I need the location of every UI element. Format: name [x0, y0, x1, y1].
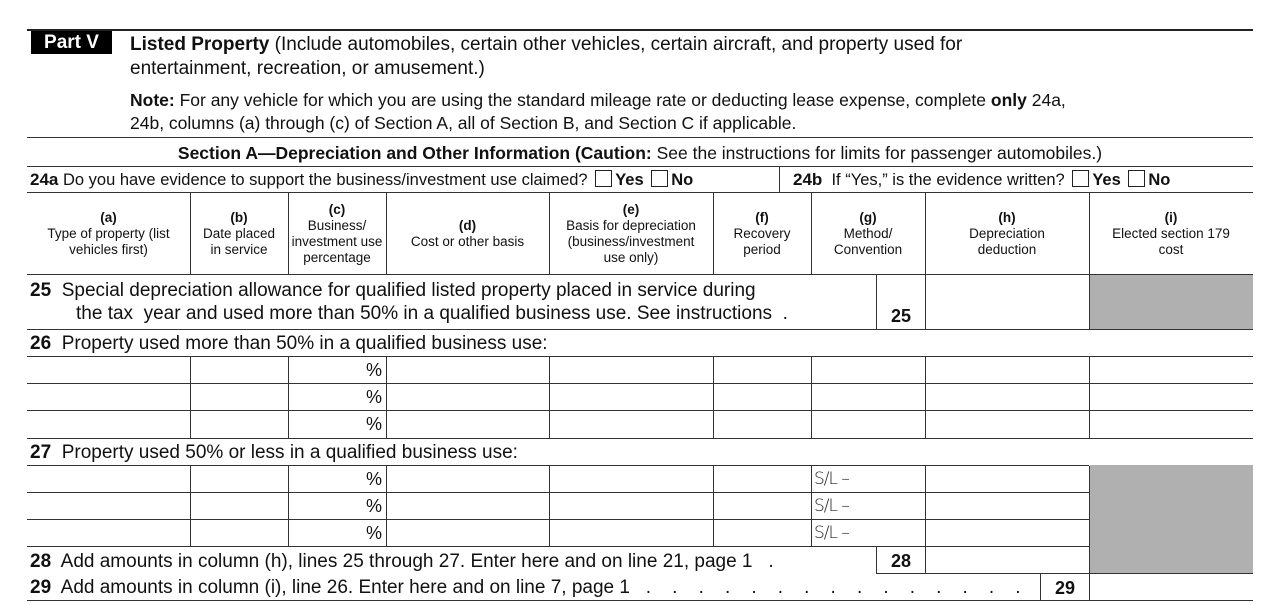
line-26-col-h-input[interactable]	[926, 384, 1088, 409]
column-letter: (b)	[230, 210, 248, 225]
part-title: Listed Property	[130, 34, 270, 55]
line-number-27: 27	[30, 442, 52, 463]
divider	[1089, 193, 1090, 274]
line-box-29: 29	[1054, 578, 1076, 598]
label-24a-no: No	[671, 171, 694, 189]
column-header-b	[190, 196, 288, 272]
divider	[190, 193, 191, 274]
line-25-text1	[30, 280, 756, 302]
line-number-28: 28	[30, 551, 52, 572]
column-letter: (h)	[998, 210, 1016, 225]
line-number-25: 25	[30, 280, 52, 301]
line-26-col-f-input[interactable]	[714, 384, 810, 409]
column-label: use only)	[603, 250, 659, 265]
line-number-29: 29	[30, 577, 52, 598]
line-27-col-d-input[interactable]	[387, 493, 548, 518]
note-text-b: 24a,	[1026, 90, 1066, 110]
section-a-heading: Section A—Depreciation and Other Information (	[177, 143, 581, 163]
column-label: Cost or other basis	[410, 234, 525, 249]
checkbox-24b-no[interactable]	[1128, 170, 1145, 187]
line-26-col-i-input[interactable]	[1090, 384, 1252, 409]
label-24a-yes: Yes	[615, 171, 644, 189]
column-header-d	[386, 196, 549, 272]
line-27-col-f-input[interactable]	[714, 493, 810, 518]
column-label: cost	[1158, 242, 1184, 257]
line-27-col-b-input[interactable]	[191, 520, 287, 545]
shaded-cell	[1090, 275, 1253, 329]
percent-sign: %	[366, 360, 383, 380]
line-number-24b: 24b	[793, 170, 823, 189]
line-27-col-c-input[interactable]	[289, 466, 359, 491]
line-26-desc: Property used more than 50% in a qualified business use:	[61, 333, 548, 354]
line-28-desc: Add amounts in column (h), lines 25 through 27. Enter here and on line 21, page 1 .	[60, 551, 774, 572]
line-26-col-b-input[interactable]	[191, 384, 287, 409]
line-26-col-g-input[interactable]	[812, 384, 924, 409]
column-label: Date placed	[202, 226, 276, 241]
column-letter: (e)	[622, 202, 640, 217]
line-27-col-d-input[interactable]	[387, 520, 548, 545]
column-header-a	[27, 196, 190, 272]
rule	[27, 438, 1253, 439]
line-26-col-b-input[interactable]	[191, 357, 287, 382]
line-26-col-d-input[interactable]	[387, 357, 548, 382]
line-27-col-a-input[interactable]	[28, 493, 189, 518]
caution-label: Caution:	[580, 143, 652, 163]
line-25-amount-input[interactable]	[926, 275, 1089, 329]
divider	[811, 193, 812, 274]
line-number-26: 26	[30, 333, 52, 354]
line-29	[30, 577, 1021, 599]
line-29-desc: Add amounts in column (i), line 26. Enter here and on line 7, page 1 . . . . . . . . . . . . . . .	[60, 577, 1021, 598]
part-label: Part V	[31, 31, 112, 54]
column-label: in service	[210, 242, 268, 257]
column-label: Recovery	[733, 226, 791, 241]
column-header-h	[925, 196, 1089, 272]
part-title-rest: (Include automobiles, certain other vehicles, certain aircraft, and property used for	[269, 34, 963, 55]
line-27-label	[30, 442, 518, 464]
column-header-f	[713, 196, 811, 272]
column-label: Method/	[843, 226, 893, 241]
column-label: Business/	[307, 218, 367, 233]
note-line2: 24b, columns (a) through (c) of Section A, all of Section B, and Section C if applicable.	[130, 113, 797, 133]
line-27-col-h-input[interactable]	[926, 493, 1088, 518]
line-26-col-h-input[interactable]	[926, 357, 1088, 382]
percent-sign: %	[366, 414, 383, 434]
note-text: For any vehicle for which you are using the standard mileage rate or deducting lease expense, complete	[174, 90, 991, 110]
column-label: Elected section 179	[1112, 226, 1230, 241]
part-title-line2: entertainment, recreation, or amusement.)	[130, 58, 485, 79]
line-28-amount-input[interactable]	[926, 547, 1089, 573]
line-26-col-g-input[interactable]	[812, 357, 924, 382]
line-27-desc: Property used 50% or less in a qualified business use:	[61, 442, 518, 463]
checkbox-24b-yes[interactable]	[1072, 170, 1089, 187]
note-only: only	[990, 90, 1027, 110]
note-line1	[130, 89, 1066, 111]
column-label: vehicles first)	[69, 242, 148, 257]
line-27-col-f-input[interactable]	[714, 520, 810, 545]
method-sl: S/L –	[814, 469, 849, 489]
column-letter: (a)	[100, 210, 117, 225]
line-27-col-g-input[interactable]	[812, 493, 924, 518]
line-27-col-e-input[interactable]	[550, 466, 712, 491]
column-label: Basis for depreciation	[566, 218, 696, 233]
rule	[27, 166, 1253, 167]
line-number-24a: 24a	[30, 170, 59, 189]
column-label: Convention	[833, 242, 903, 257]
column-letter: (f)	[755, 210, 769, 225]
line-26-label	[30, 333, 548, 355]
line-box-25: 25	[890, 306, 912, 326]
method-sl: S/L –	[814, 523, 849, 543]
percent-sign: %	[366, 523, 383, 543]
caution-text: See the instructions for limits for passenger automobiles.)	[651, 143, 1103, 163]
line-27-col-f-input[interactable]	[714, 466, 810, 491]
line-26-col-d-input[interactable]	[387, 384, 548, 409]
label-24b-yes: Yes	[1092, 171, 1121, 189]
line-27-col-a-input[interactable]	[28, 466, 189, 491]
line-27-col-h-input[interactable]	[926, 466, 1088, 491]
rule	[27, 192, 1253, 193]
divider	[288, 193, 289, 274]
line-box-28: 28	[890, 551, 912, 571]
line-26-col-f-input[interactable]	[714, 357, 810, 382]
percent-sign: %	[366, 469, 383, 489]
line-26-col-d-input[interactable]	[387, 411, 548, 436]
percent-sign: %	[366, 496, 383, 516]
divider	[779, 167, 780, 192]
question-24b	[793, 170, 1170, 190]
line-27-col-b-input[interactable]	[191, 493, 287, 518]
method-sl: S/L –	[814, 496, 849, 516]
column-letter: (i)	[1164, 210, 1178, 225]
line-27-col-e-input[interactable]	[550, 493, 712, 518]
question-24b-text: If “Yes,” is the evidence written?	[831, 171, 1065, 189]
rule	[27, 329, 1253, 330]
divider	[925, 193, 926, 274]
line-27-col-e-input[interactable]	[550, 520, 712, 545]
label-24b-no: No	[1148, 171, 1171, 189]
line-26-col-e-input[interactable]	[550, 357, 712, 382]
column-header-g	[811, 196, 925, 272]
column-label: period	[743, 242, 781, 257]
line-26-col-b-input[interactable]	[191, 411, 287, 436]
column-label: percentage	[303, 250, 371, 265]
column-label: (business/investment	[567, 234, 695, 249]
percent-sign: %	[366, 387, 383, 407]
top-rule	[27, 29, 1253, 31]
bottom-rule	[27, 600, 1253, 601]
line-26-col-h-input[interactable]	[926, 411, 1088, 436]
line-25-desc: Special depreciation allowance for qualified listed property placed in service during	[61, 280, 756, 301]
checkbox-24a-no[interactable]	[651, 170, 668, 187]
question-24a-text: Do you have evidence to support the business/investment use claimed?	[62, 171, 588, 189]
shaded-cell	[1090, 465, 1253, 573]
divider	[713, 193, 714, 274]
line-26-col-a-input[interactable]	[28, 411, 189, 436]
line-27-col-c-input[interactable]	[289, 520, 359, 545]
column-header-c	[288, 196, 386, 272]
section-a-title	[0, 142, 1280, 164]
line-28	[30, 551, 774, 573]
line-27-col-b-input[interactable]	[191, 466, 287, 491]
divider	[1089, 466, 1090, 573]
note-label: Note:	[130, 90, 175, 110]
line-25-text2: the tax year and used more than 50% in a qualified business use. See instructions .	[76, 303, 788, 324]
checkbox-24a-yes[interactable]	[595, 170, 612, 187]
line-26-col-i-input[interactable]	[1090, 357, 1252, 382]
line-26-col-i-input[interactable]	[1090, 411, 1252, 436]
divider	[549, 193, 550, 274]
line-26-col-f-input[interactable]	[714, 411, 810, 436]
line-26-col-e-input[interactable]	[550, 411, 712, 436]
line-27-col-a-input[interactable]	[28, 520, 189, 545]
rule	[27, 137, 1253, 138]
line-26-col-c-input[interactable]	[289, 357, 359, 382]
column-label: investment use	[291, 234, 383, 249]
part-title-line1	[130, 34, 962, 56]
line-27-col-d-input[interactable]	[387, 466, 548, 491]
line-27-col-c-input[interactable]	[289, 493, 359, 518]
column-label: Type of property (list	[47, 226, 170, 241]
column-header-i	[1089, 196, 1253, 272]
line-27-col-g-input[interactable]	[812, 466, 924, 491]
line-26-col-a-input[interactable]	[28, 384, 189, 409]
line-27-col-g-input[interactable]	[812, 520, 924, 545]
line-26-col-a-input[interactable]	[28, 357, 189, 382]
column-letter: (d)	[458, 218, 477, 233]
question-24a	[30, 170, 693, 190]
line-27-col-h-input[interactable]	[926, 520, 1088, 545]
column-label: Depreciation	[969, 226, 1045, 241]
divider	[386, 193, 387, 274]
column-label: deduction	[977, 242, 1037, 257]
line-26-col-g-input[interactable]	[812, 411, 924, 436]
line-26-col-c-input[interactable]	[289, 411, 359, 436]
line-29-amount-input[interactable]	[1090, 574, 1253, 600]
line-26-col-e-input[interactable]	[550, 384, 712, 409]
column-header-e	[549, 196, 713, 272]
column-letter: (c)	[328, 202, 346, 217]
line-26-col-c-input[interactable]	[289, 384, 359, 409]
column-letter: (g)	[859, 210, 877, 225]
